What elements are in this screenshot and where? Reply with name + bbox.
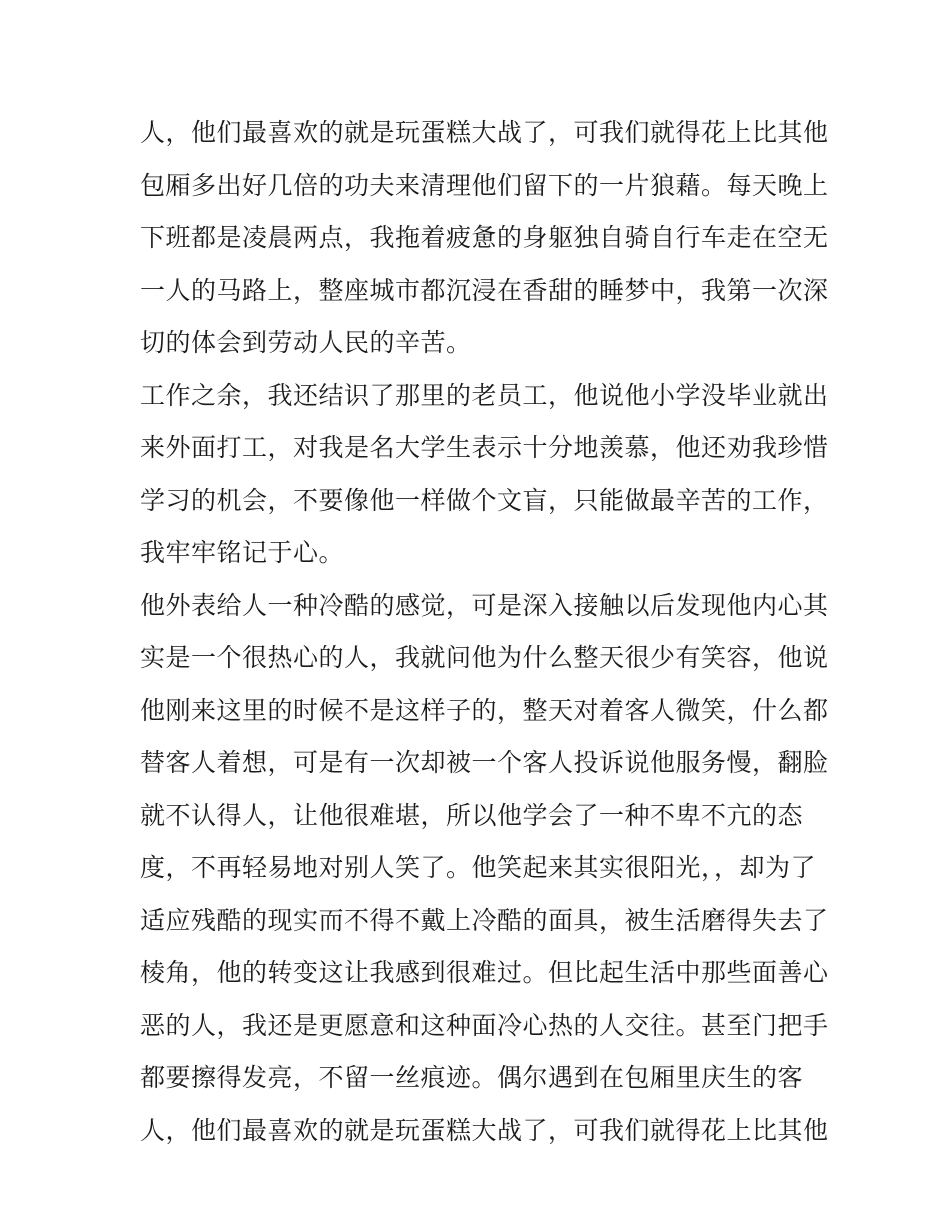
text-line: 人，他们最喜欢的就是玩蛋糕大战了，可我们就得花上比其他 bbox=[140, 118, 829, 147]
text-line: 来外面打工，对我是名大学生表示十分地羡慕，他还劝我珍惜 bbox=[140, 433, 829, 462]
text-line: 替客人着想，可是有一次却被一个客人投诉说他服务慢，翻脸 bbox=[140, 748, 829, 777]
text-line: 棱角，他的转变这让我感到很难过。但比起生活中那些面善心 bbox=[140, 958, 829, 987]
text-line: 实是一个很热心的人，我就问他为什么整天很少有笑容，他说 bbox=[140, 643, 829, 672]
text-line: 我牢牢铭记于心。 bbox=[140, 538, 345, 567]
text-line: 下班都是凌晨两点，我拖着疲惫的身躯独自骑自行车走在空无 bbox=[140, 223, 829, 252]
text-line: 一人的马路上，整座城市都沉浸在香甜的睡梦中，我第一次深 bbox=[140, 275, 829, 305]
body-text bbox=[140, 107, 829, 1157]
text-line: 人，他们最喜欢的就是玩蛋糕大战了，可我们就得花上比其他 bbox=[140, 1115, 829, 1145]
text-line: 包厢多出好几倍的功夫来清理他们留下的一片狼藉。每天晚上 bbox=[140, 170, 829, 200]
text-line: 适应残酷的现实而不得不戴上冷酷的面具，被生活磨得失去了 bbox=[140, 905, 829, 935]
text-line: 学习的机会，不要像他一样做个文盲，只能做最辛苦的工作， bbox=[140, 485, 829, 515]
text-line: 他外表给人一种冷酷的感觉，可是深入接触以后发现他内心其 bbox=[140, 590, 829, 620]
text-line: 他刚来这里的时候不是这样子的，整天对着客人微笑，什么都 bbox=[140, 695, 829, 725]
text-line: 度，不再轻易地对别人笑了。他笑起来其实很阳光，，却为了 bbox=[140, 853, 817, 882]
text-line: 就不认得人，让他很难堪，所以他学会了一种不卑不亢的态 bbox=[140, 800, 804, 830]
text-line: 恶的人，我还是更愿意和这种面冷心热的人交往。甚至门把手 bbox=[140, 1010, 829, 1040]
text-line: 工作之余，我还结识了那里的老员工，他说他小学没毕业就出 bbox=[140, 380, 829, 410]
text-line: 切的体会到劳动人民的辛苦。 bbox=[140, 328, 472, 357]
text-line: 都要擦得发亮，不留一丝痕迹。偶尔遇到在包厢里庆生的客 bbox=[140, 1063, 804, 1092]
